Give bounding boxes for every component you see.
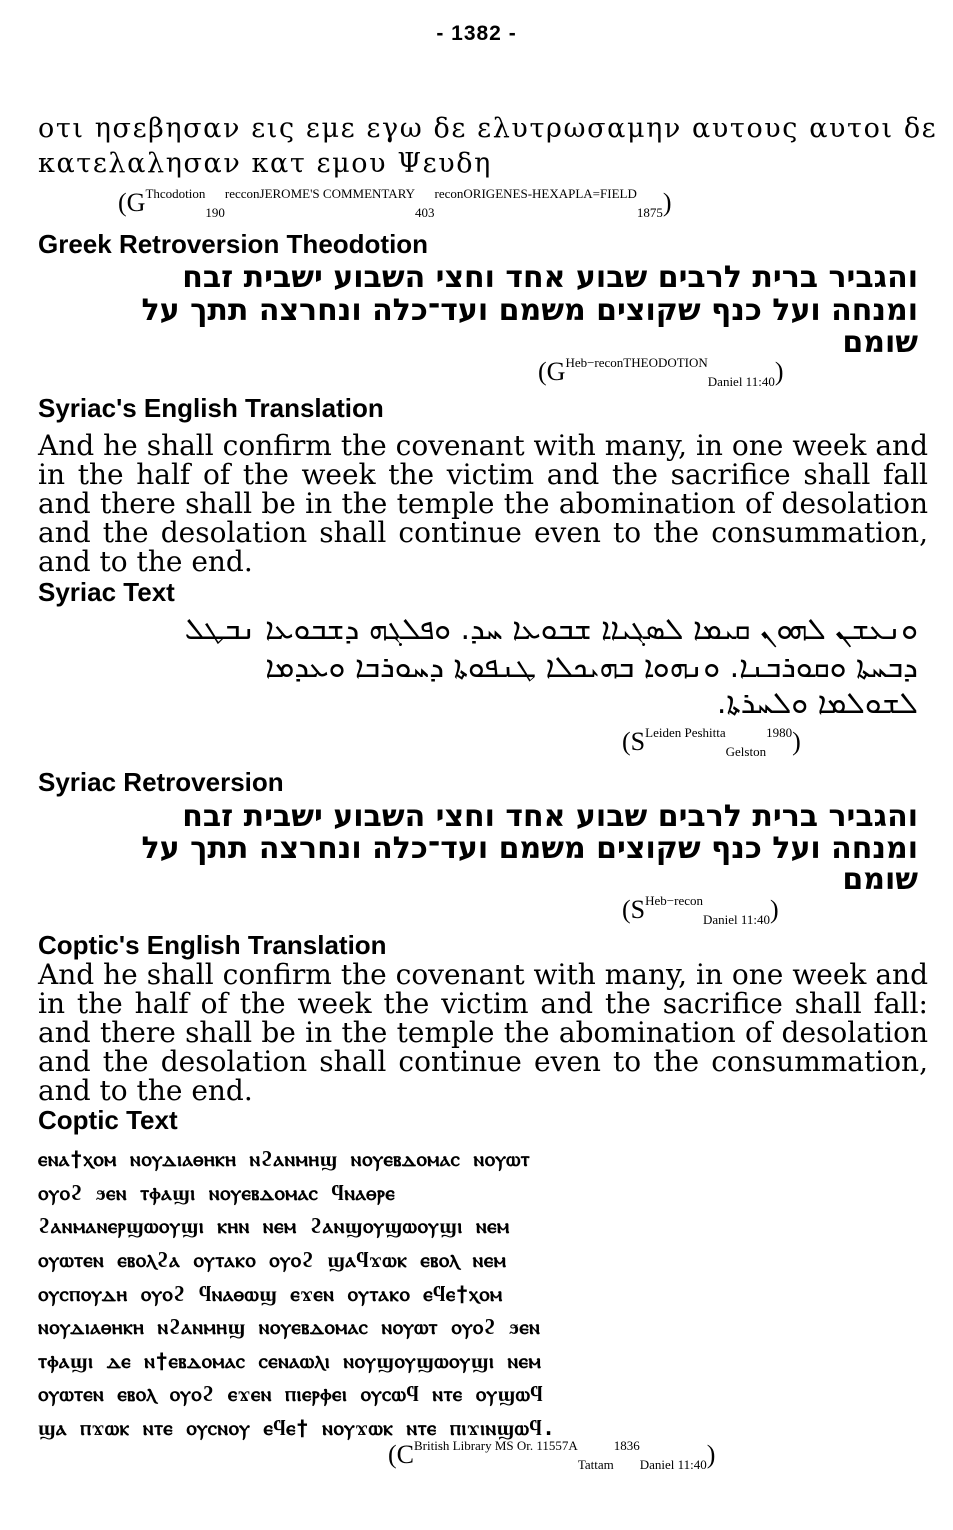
syriac-line-2: ܕܒܚܬܐ ܘܩܘܪܒܢܐ. ܘܢܗܘܐ ܒܗܝܟܠܐ ܛܢܦܘܬܐ ܕܚܘܪܒܐ ܘܥܕܡܐ <box>265 650 918 685</box>
heading-syriac-text: Syriac Text <box>38 577 175 607</box>
hebrew-line-3: שומם <box>842 325 918 360</box>
coptic-line: ϣⲁ ⲡϫⲱⲕ ⲛⲧⲉ ⲟⲩⲥⲛⲟⲩ ⲉϥⲉ† ⲛⲟⲩϫⲱⲕ ⲛⲧⲉ ⲡⲓϫⲓⲛϣⲱϥ. <box>38 1416 556 1440</box>
citation-source: recconJEROME'S COMMENTARY <box>224 186 416 201</box>
heading-coptic-english: Coptic's English Translation <box>38 930 387 960</box>
heading-coptic-text: Coptic Text <box>38 1105 178 1135</box>
citation-number: 190 <box>205 205 225 220</box>
citation-source: Thcodotion <box>145 186 206 201</box>
heading-syriac-retroversion: Syriac Retroversion <box>38 767 284 797</box>
coptic-line: ⲟⲩⲟϩ ϧⲉⲛ ⲧⲫⲁϣⲓ ⲛⲟⲩⲉⲃⲇⲟⲙⲁⲥ ϥⲛⲁⲑⲣⲉ <box>38 1181 396 1205</box>
hebrew-line-1: והגביר ברית לרבים שבוע אחד וחצי השבוע ישבית זבח <box>182 799 918 834</box>
coptic-citation: $(C^{British Library MS Or. 11557A}_{Tattam}^{1836}_{Daniel 11:40})$ <box>388 1438 716 1472</box>
greek-text-line-1: οτι ησεβησαν εις εμε εγω δε ελυτρωσαμην αυτους αυτοι δε <box>38 113 938 144</box>
heading-syriac-english: Syriac's English Translation <box>38 393 384 423</box>
citation-siglum: (G <box>118 188 146 217</box>
greek-text-line-2: κατελαλησαν κατ εμου Ψευδη <box>38 148 492 179</box>
greek-citation: $(G^{Thcodotion}_{190}^{recconJEROME'S COMMENTARY}_{403}^{reconORIGENES-HEXAPLA=FIELD}_{1875})$ <box>118 186 672 220</box>
hebrew-line-2: ומנחה ועל כנף שקוצים משמם ועד־כלה ונחרצה תתך על <box>141 293 918 328</box>
syriac-citation: $(S^{Leiden Peshitta}_{Gelston}^{1980})$ <box>622 725 801 759</box>
citation-number: 403 <box>415 205 435 220</box>
coptic-line: ⲟⲩⲥⲡⲟⲩⲇⲏ ⲟⲩⲟϩ ϥⲛⲁⲑⲱϣ ⲉϫⲉⲛ ⲟⲩⲧⲁⲕⲟ ⲉϥⲉ†ⲭⲟⲙ <box>38 1282 503 1306</box>
coptic-line: ϩⲁⲛⲙⲁⲛⲉⲣϣⲱⲟⲩϣⲓ ⲕⲏⲛ ⲛⲉⲙ ϩⲁⲛϣⲟⲩϣⲱⲟⲩϣⲓ ⲛⲉⲙ <box>38 1214 510 1238</box>
syriac-line-3: ܠܫܘܠܡܐ ܘܠܚܪܬܐ. <box>716 686 918 721</box>
hebrew-line-1: והגביר ברית לרבים שבוע אחד וחצי השבוע ישבית זבח <box>182 260 918 295</box>
coptic-line: ⲉⲛⲁ†ⲭⲟⲙ ⲛⲟⲩⲇⲓⲁⲑⲏⲕⲏ ⲛϩⲁⲛⲙⲏϣ ⲛⲟⲩⲉⲃⲇⲟⲙⲁⲥ ⲛⲟⲩⲱⲧ <box>38 1147 531 1171</box>
hebrew-citation: $(G^{Heb-reconTHEODOTION}_{Daniel 11:40})$ <box>538 355 784 389</box>
coptic-line: ⲧⲫⲁϣⲓ ⲇⲉ ⲛ†ⲉⲃⲇⲟⲙⲁⲥ ⲥⲉⲛⲁⲱⲗⲓ ⲛⲟⲩϣⲟⲩϣⲱⲟⲩϣⲓ ⲛⲉⲙ <box>38 1349 542 1373</box>
syriac-english-paragraph: And he shall confirm the covenant with many, in one week and in the half of the week the victim and the sacrifice shall fall and there shall be in the temple the abomination of desolation and the desolation shall continue even to the consummation, and to the end. <box>38 429 928 578</box>
coptic-line: ⲟⲩⲱⲧⲉⲛ ⲉⲃⲟⲗ ⲟⲩⲟϩ ⲉϫⲉⲛ ⲡⲓⲉⲣⲫⲉⲓ ⲟⲩⲥⲱϥ ⲛⲧⲉ ⲟⲩϣⲱϥ <box>38 1382 544 1406</box>
page-number: - 1382 - <box>436 22 517 45</box>
hebrew-line-3: שומם <box>842 862 918 897</box>
heading-greek-retroversion: Greek Retroversion Theodotion <box>38 229 429 259</box>
citation-number: 1875 <box>636 205 663 220</box>
hebrew-citation: $(S^{Heb-recon}_{Daniel 11:40})$ <box>622 893 779 927</box>
coptic-line: ⲛⲟⲩⲇⲓⲁⲑⲏⲕⲏ ⲛϩⲁⲛⲙⲏϣ ⲛⲟⲩⲉⲃⲇⲟⲙⲁⲥ ⲛⲟⲩⲱⲧ ⲟⲩⲟϩ ϧⲉⲛ <box>38 1315 541 1339</box>
coptic-english-paragraph: And he shall confirm the covenant with many, in one week and in the half of the week the victim and the sacrifice shall fall: and there shall be in the temple the abomination of desolation and the desolation shall continue even to the consummation, and to the end. <box>38 958 928 1107</box>
citation-source: reconORIGENES-HEXAPLA=FIELD <box>434 186 637 201</box>
syriac-line-1: ܘܢܥܫܢ ܠܗܘܢ ܩܝܡܐ ܠܣܓܝܐܐ ܫܒܘܥܐ ܚܕ. ܘܦܠܓܗ ܕܫܒܘܥܐ ܢܒܛܠ <box>184 612 918 647</box>
hebrew-line-2: ומנחה ועל כנף שקוצים משמם ועד־כלה ונחרצה תתך על <box>141 831 918 866</box>
coptic-line: ⲟⲩⲱⲧⲉⲛ ⲉⲃⲟⲗϩⲁ ⲟⲩⲧⲁⲕⲟ ⲟⲩⲟϩ ϣⲁϥϫⲱⲕ ⲉⲃⲟⲗ ⲛⲉⲙ <box>38 1248 507 1272</box>
